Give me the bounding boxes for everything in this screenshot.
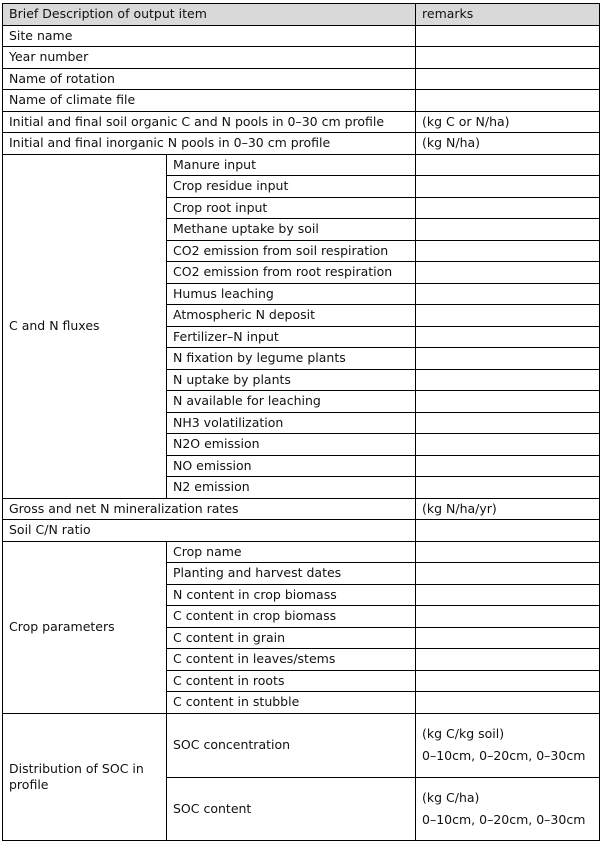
row-label: Initial and final soil organic C and N pools in 0–30 cm profile bbox=[3, 111, 416, 133]
row-label: Name of climate file bbox=[3, 90, 416, 112]
table-row bbox=[3, 498, 600, 520]
row-remarks bbox=[416, 606, 600, 628]
sub-item: N fixation by legume plants bbox=[167, 348, 416, 370]
row-remarks bbox=[416, 455, 600, 477]
row-remarks bbox=[416, 154, 600, 176]
row-remarks: (kg N/ha) bbox=[416, 133, 600, 155]
table-header-row bbox=[3, 4, 600, 26]
row-remarks bbox=[416, 90, 600, 112]
sub-item: Atmospheric N deposit bbox=[167, 305, 416, 327]
sub-item: Methane uptake by soil bbox=[167, 219, 416, 241]
row-remarks bbox=[416, 369, 600, 391]
sub-item: Planting and harvest dates bbox=[167, 563, 416, 585]
row-remarks bbox=[416, 283, 600, 305]
group-label-fluxes: C and N fluxes bbox=[3, 154, 167, 498]
sub-item: Crop residue input bbox=[167, 176, 416, 198]
row-label: Initial and final inorganic N pools in 0–30 cm profile bbox=[3, 133, 416, 155]
row-remarks bbox=[416, 692, 600, 714]
sub-item: C content in crop biomass bbox=[167, 606, 416, 628]
sub-item: N2O emission bbox=[167, 434, 416, 456]
row-remarks bbox=[416, 197, 600, 219]
row-remarks bbox=[416, 240, 600, 262]
row-remarks bbox=[416, 412, 600, 434]
row-remarks bbox=[416, 627, 600, 649]
row-remarks bbox=[416, 777, 600, 840]
row-remarks bbox=[416, 391, 600, 413]
table-row bbox=[3, 68, 600, 90]
sub-item: NH3 volatilization bbox=[167, 412, 416, 434]
sub-item: Crop root input bbox=[167, 197, 416, 219]
row-remarks bbox=[416, 176, 600, 198]
sub-item: C content in leaves/stems bbox=[167, 649, 416, 671]
sub-item: N available for leaching bbox=[167, 391, 416, 413]
sub-item: C content in stubble bbox=[167, 692, 416, 714]
row-remarks bbox=[416, 563, 600, 585]
remarks-unit: (kg C/ha) bbox=[422, 789, 480, 805]
sub-item: Fertilizer–N input bbox=[167, 326, 416, 348]
remarks-depths: 0–10cm, 0–20cm, 0–30cm bbox=[422, 811, 586, 827]
row-remarks bbox=[416, 649, 600, 671]
row-remarks bbox=[416, 584, 600, 606]
table-row bbox=[3, 47, 600, 69]
sub-item: N content in crop biomass bbox=[167, 584, 416, 606]
row-remarks bbox=[416, 348, 600, 370]
table-row bbox=[3, 111, 600, 133]
table-row bbox=[3, 25, 600, 47]
sub-item: SOC content bbox=[167, 777, 416, 840]
row-remarks bbox=[416, 305, 600, 327]
header-description: Brief Description of output item bbox=[3, 4, 416, 26]
row-remarks bbox=[416, 262, 600, 284]
sub-item: C content in roots bbox=[167, 670, 416, 692]
row-remarks bbox=[416, 47, 600, 69]
row-remarks bbox=[416, 713, 600, 777]
table-row bbox=[3, 154, 600, 176]
sub-item: NO emission bbox=[167, 455, 416, 477]
row-remarks bbox=[416, 326, 600, 348]
remarks-depths: 0–10cm, 0–20cm, 0–30cm bbox=[422, 748, 586, 763]
table-row bbox=[3, 90, 600, 112]
row-remarks bbox=[416, 434, 600, 456]
table-row bbox=[3, 520, 600, 542]
group-label-crop: Crop parameters bbox=[3, 541, 167, 713]
header-remarks: remarks bbox=[416, 4, 600, 26]
row-label: Site name bbox=[3, 25, 416, 47]
row-remarks bbox=[416, 541, 600, 563]
output-items-table bbox=[2, 3, 600, 841]
table-row bbox=[3, 133, 600, 155]
table-row bbox=[3, 713, 600, 777]
sub-item: Crop name bbox=[167, 541, 416, 563]
sub-item: SOC concentration bbox=[167, 713, 416, 777]
row-label: Soil C/N ratio bbox=[3, 520, 416, 542]
row-remarks: (kg N/ha/yr) bbox=[416, 498, 600, 520]
row-remarks bbox=[416, 219, 600, 241]
sub-item: N uptake by plants bbox=[167, 369, 416, 391]
sub-item: C content in grain bbox=[167, 627, 416, 649]
sub-item: Humus leaching bbox=[167, 283, 416, 305]
row-remarks bbox=[416, 25, 600, 47]
sub-item: CO2 emission from root respiration bbox=[167, 262, 416, 284]
row-remarks bbox=[416, 670, 600, 692]
row-remarks bbox=[416, 68, 600, 90]
row-label: Name of rotation bbox=[3, 68, 416, 90]
row-remarks: (kg C or N/ha) bbox=[416, 111, 600, 133]
row-remarks bbox=[416, 520, 600, 542]
row-label: Gross and net N mineralization rates bbox=[3, 498, 416, 520]
remarks-unit: (kg C/kg soil) bbox=[422, 726, 505, 742]
group-label-soc: Distribution of SOC in profile bbox=[3, 713, 167, 840]
sub-item: Manure input bbox=[167, 154, 416, 176]
table-row bbox=[3, 541, 600, 563]
row-remarks bbox=[416, 477, 600, 499]
sub-item: CO2 emission from soil respiration bbox=[167, 240, 416, 262]
sub-item: N2 emission bbox=[167, 477, 416, 499]
row-label: Year number bbox=[3, 47, 416, 69]
